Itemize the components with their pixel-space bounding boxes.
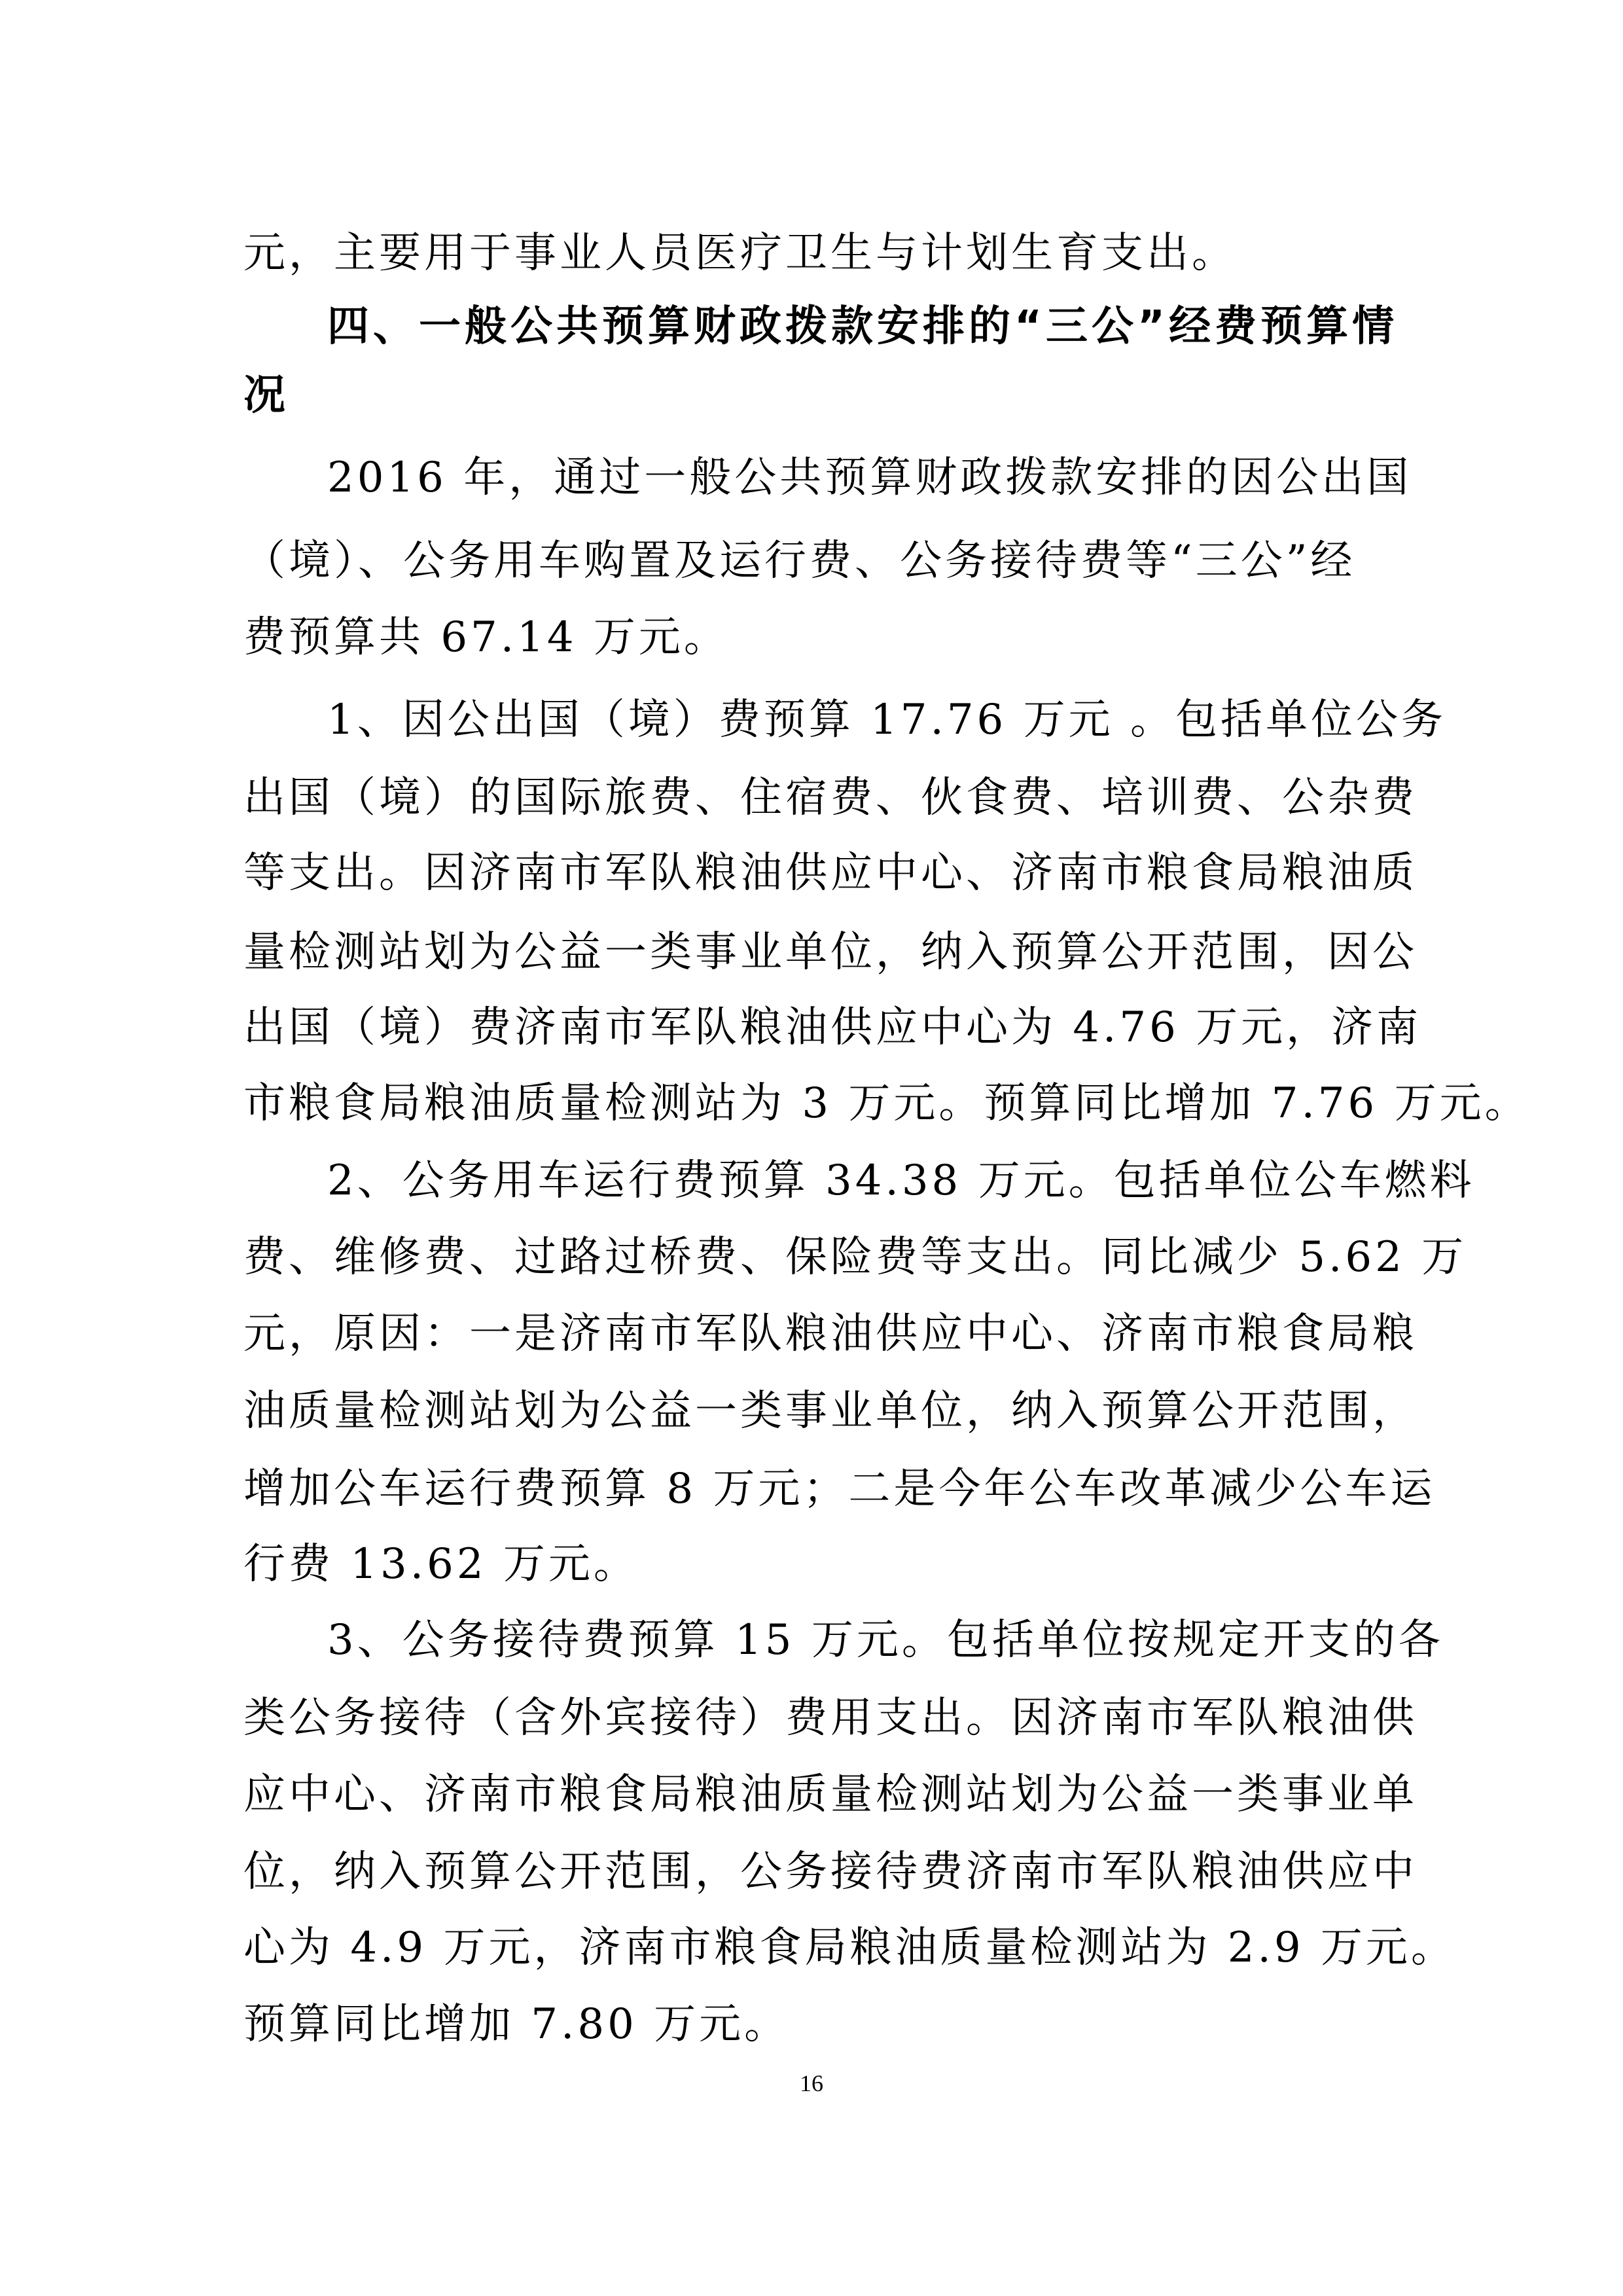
paragraph-line: 类公务接待（含外宾接待）费用支出。因济南市军队粮油供 — [243, 1694, 1418, 1742]
paragraph-line: 2016 年，通过一般公共预算财政拨款安排的因公出国 — [327, 454, 1412, 502]
paragraph-line: 3、公务接待费预算 15 万元。包括单位按规定开支的各 — [327, 1616, 1444, 1664]
paragraph-line: 费预算共 67.14 万元。 — [243, 613, 729, 662]
paragraph-line: 位，纳入预算公开范围，公务接待费济南市军队粮油供应中 — [243, 1848, 1418, 1896]
paragraph-line: （境）、公务用车购置及运行费、公务接待费等“三公”经 — [243, 537, 1356, 585]
paragraph-line: 出国（境）费济南市军队粮油供应中心为 4.76 万元，济南 — [243, 1003, 1422, 1052]
paragraph-line: 元，主要用于事业人员医疗卫生与计划生育支出。 — [243, 229, 1237, 278]
paragraph-line: 等支出。因济南市军队粮油供应中心、济南市粮食局粮油质 — [243, 849, 1418, 897]
paragraph-line: 油质量检测站划为公益一类事业单位，纳入预算公开范围， — [243, 1387, 1418, 1435]
paragraph-line: 2、公务用车运行费预算 34.38 万元。包括单位公车燃料 — [327, 1157, 1475, 1205]
paragraph-line: 市粮食局粮油质量检测站为 3 万元。预算同比增加 7.76 万元。 — [243, 1079, 1530, 1128]
page-number: 16 — [800, 2070, 823, 2096]
paragraph-line: 量检测站划为公益一类事业单位，纳入预算公开范围，因公 — [243, 928, 1418, 977]
paragraph-line: 应中心、济南市粮食局粮油质量检测站划为公益一类事业单 — [243, 1770, 1418, 1819]
paragraph-line: 出国（境）的国际旅费、住宿费、伙食费、培训费、公杂费 — [243, 774, 1418, 822]
paragraph-line: 预算同比增加 7.80 万元。 — [243, 2000, 790, 2049]
paragraph-line: 元，原因：一是济南市军队粮油供应中心、济南市粮食局粮 — [243, 1310, 1418, 1358]
section-heading: 四、一般公共预算财政拨款安排的“三公”经费预算情 — [327, 302, 1399, 351]
paragraph-line: 行费 13.62 万元。 — [243, 1540, 639, 1588]
paragraph-line: 1、因公出国（境）费预算 17.76 万元 。包括单位公务 — [327, 696, 1446, 744]
paragraph-line: 心为 4.9 万元，济南市粮食局粮油质量检测站为 2.9 万元。 — [243, 1924, 1456, 1972]
paragraph-line: 费、维修费、过路过桥费、保险费等支出。同比减少 5.62 万 — [243, 1233, 1467, 1282]
section-heading-continued: 况 — [243, 371, 289, 420]
paragraph-line: 增加公车运行费预算 8 万元；二是今年公车改革减少公车运 — [243, 1465, 1436, 1513]
